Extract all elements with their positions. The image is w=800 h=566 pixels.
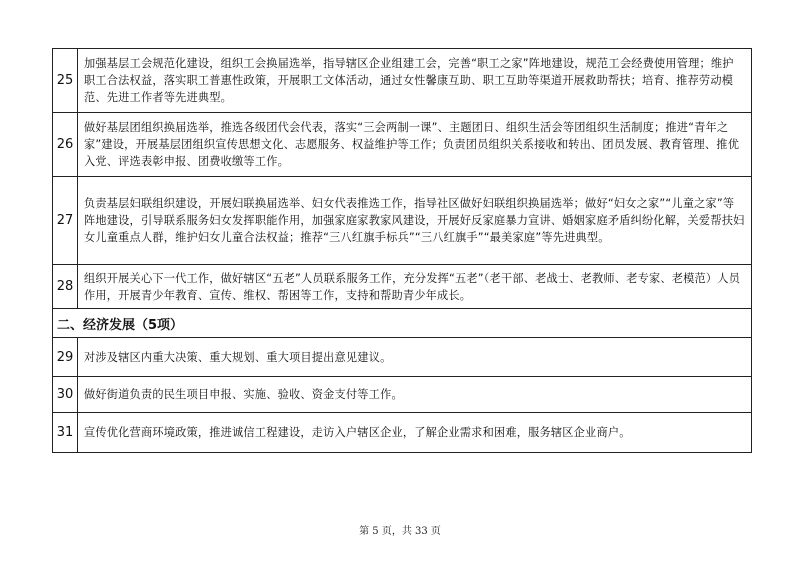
row-number: 31 [53,413,78,453]
row-description: 做好基层团组织换届选举，推选各级团代会代表，落实“三会两制一课”、主题团日、组织生活会等团组织生活制度；推进“青年之家”建设，开展基层团组织宣传思想文化、志愿服务、权益维护等工作；负责团员组织关系接收和转出、团员发展、教育管理、推优入党、评选表彰申报、团费收缴等工作。 [78,113,752,177]
row-number: 30 [53,377,78,413]
row-number: 25 [53,49,78,113]
row-number: 29 [53,338,78,377]
section-row [53,309,752,338]
row-description: 组织开展关心下一代工作，做好辖区“五老”人员联系服务工作，充分发挥“五老”（老干部、老战士、老教师、老专家、老模范）人员作用，开展青少年教育、宣传、维权、帮困等工作，支持和帮助青少年成长。 [78,265,752,309]
table-row [53,49,752,113]
page-footer: 第 5 页，共 33 页 [359,526,441,537]
row-description: 负责基层妇联组织建设，开展妇联换届选举、妇女代表推选工作，指导社区做好妇联组织换届选举；做好“妇女之家”“儿童之家”等阵地建设，引导联系服务妇女发挥职能作用，加强家庭家教家风建设，开展好反家庭暴力宣讲、婚姻家庭矛盾纠纷化解，关爱帮扶妇女儿童重点人群，维护妇女儿童合法权益；推荐“三八红旗手标兵”“三八红旗手”“最美家庭”等先进典型。 [78,177,752,265]
row-number: 27 [53,177,78,265]
table-row [53,413,752,453]
section-heading: 二、经济发展（5项） [53,309,752,338]
row-description: 加强基层工会规范化建设，组织工会换届选举，指导辖区企业组建工会，完善“职工之家”阵地建设，规范工会经费使用管理；维护职工合法权益，落实职工普惠性政策，开展职工文体活动，通过女性馨康互助、职工互助等渠道开展救助帮扶；培育、推荐劳动模范、先进工作者等先进典型。 [78,49,752,113]
table-row [53,338,752,377]
duty-table [52,48,752,453]
table-row [53,377,752,413]
row-description: 做好街道负责的民生项目申报、实施、验收、资金支付等工作。 [78,377,752,413]
table-row [53,265,752,309]
row-description: 宣传优化营商环境政策，推进诚信工程建设，走访入户辖区企业，了解企业需求和困难，服务辖区企业商户。 [78,413,752,453]
table-row [53,177,752,265]
row-description: 对涉及辖区内重大决策、重大规划、重大项目提出意见建议。 [78,338,752,377]
row-number: 26 [53,113,78,177]
row-number: 28 [53,265,78,309]
table-row [53,113,752,177]
